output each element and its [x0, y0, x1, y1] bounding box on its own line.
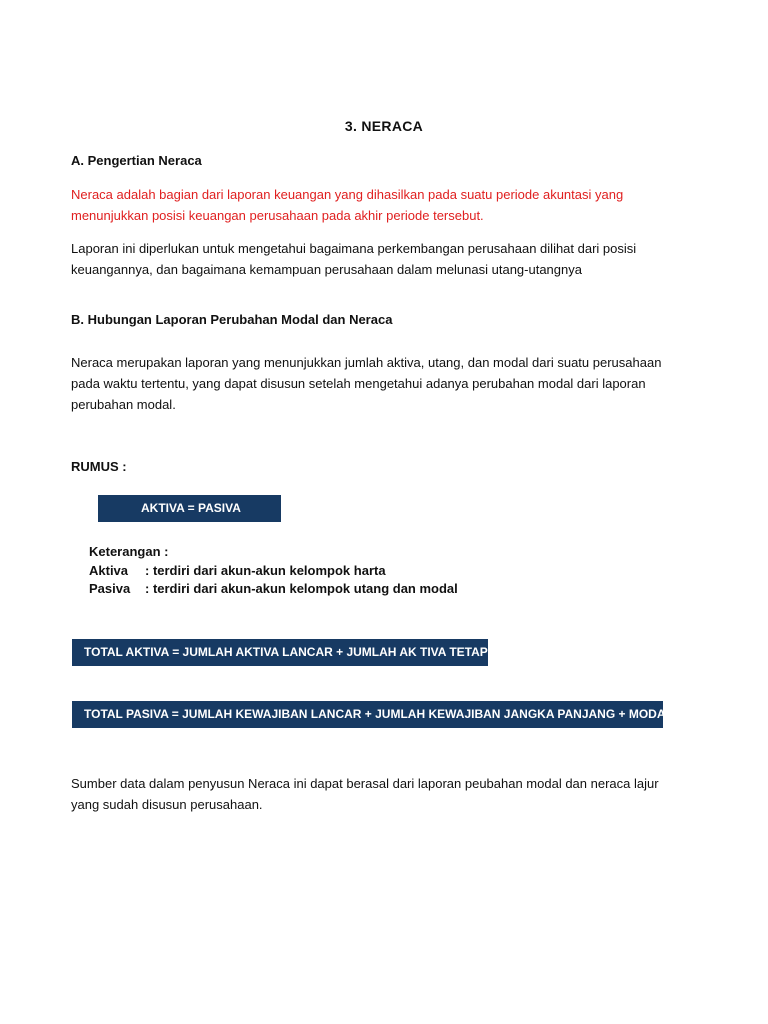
definition-highlight — [71, 184, 623, 226]
keterangan-aktiva — [89, 562, 458, 580]
formula-text: TOTAL PASIVA = JUMLAH KEWAJIBAN LANCAR + JUMLAH KEWAJIBAN JANGKA PANJANG + MODAL — [84, 707, 673, 721]
formula-text: AKTIVA = PASIVA — [141, 501, 241, 515]
aktiva-desc: : terdiri dari akun-akun kelompok harta — [145, 563, 386, 578]
pasiva-desc: : terdiri dari akun-akun kelompok utang dan modal — [145, 581, 458, 596]
pasiva-term: Pasiva — [89, 581, 131, 596]
paragraph-line: Sumber data dalam penyusun Neraca ini dapat berasal dari laporan peubahan modal dan neraca lajur — [71, 776, 659, 791]
formula-box-total-aktiva — [72, 639, 488, 666]
formula-box-aktiva-pasiva — [98, 495, 281, 522]
keterangan-label: Keterangan : — [89, 544, 169, 559]
paragraph-line: Neraca merupakan laporan yang menunjukkan jumlah aktiva, utang, dan modal dari suatu perusahaan — [71, 355, 662, 370]
definition-line-2: menunjukkan posisi keuangan perusahaan pada akhir periode tersebut. — [71, 208, 484, 223]
rumus-label: RUMUS : — [71, 459, 127, 474]
formula-box-total-pasiva — [72, 701, 673, 728]
page-title: 3. NERACA — [344, 118, 424, 134]
keterangan-pasiva — [89, 580, 458, 598]
paragraph-line: perubahan modal. — [71, 397, 176, 412]
section-b-heading: B. Hubungan Laporan Perubahan Modal dan Neraca — [71, 312, 393, 327]
keterangan-block — [89, 543, 458, 598]
closing-paragraph — [71, 773, 659, 815]
section-a-heading: A. Pengertian Neraca — [71, 153, 202, 168]
paragraph-line: pada waktu tertentu, yang dapat disusun setelah mengetahui adanya perubahan modal dari laporan — [71, 376, 646, 391]
section-a-paragraph — [71, 238, 636, 280]
formula-text: TOTAL AKTIVA = JUMLAH AKTIVA LANCAR + JUMLAH AK TIVA TETAP — [84, 645, 488, 659]
section-b-paragraph — [71, 352, 661, 415]
paragraph-line: keuangannya, dan bagaimana kemampuan perusahaan dalam melunasi utang-utangnya — [71, 262, 582, 277]
paragraph-line: Laporan ini diperlukan untuk mengetahui bagaimana perkembangan perusahaan dilihat dari posisi — [71, 241, 637, 256]
paragraph-line: yang sudah disusun perusahaan. — [71, 797, 263, 812]
aktiva-term: Aktiva — [89, 563, 129, 578]
definition-line-1: Neraca adalah bagian dari laporan keuangan yang dihasilkan pada suatu periode akuntasi yang — [71, 187, 624, 202]
